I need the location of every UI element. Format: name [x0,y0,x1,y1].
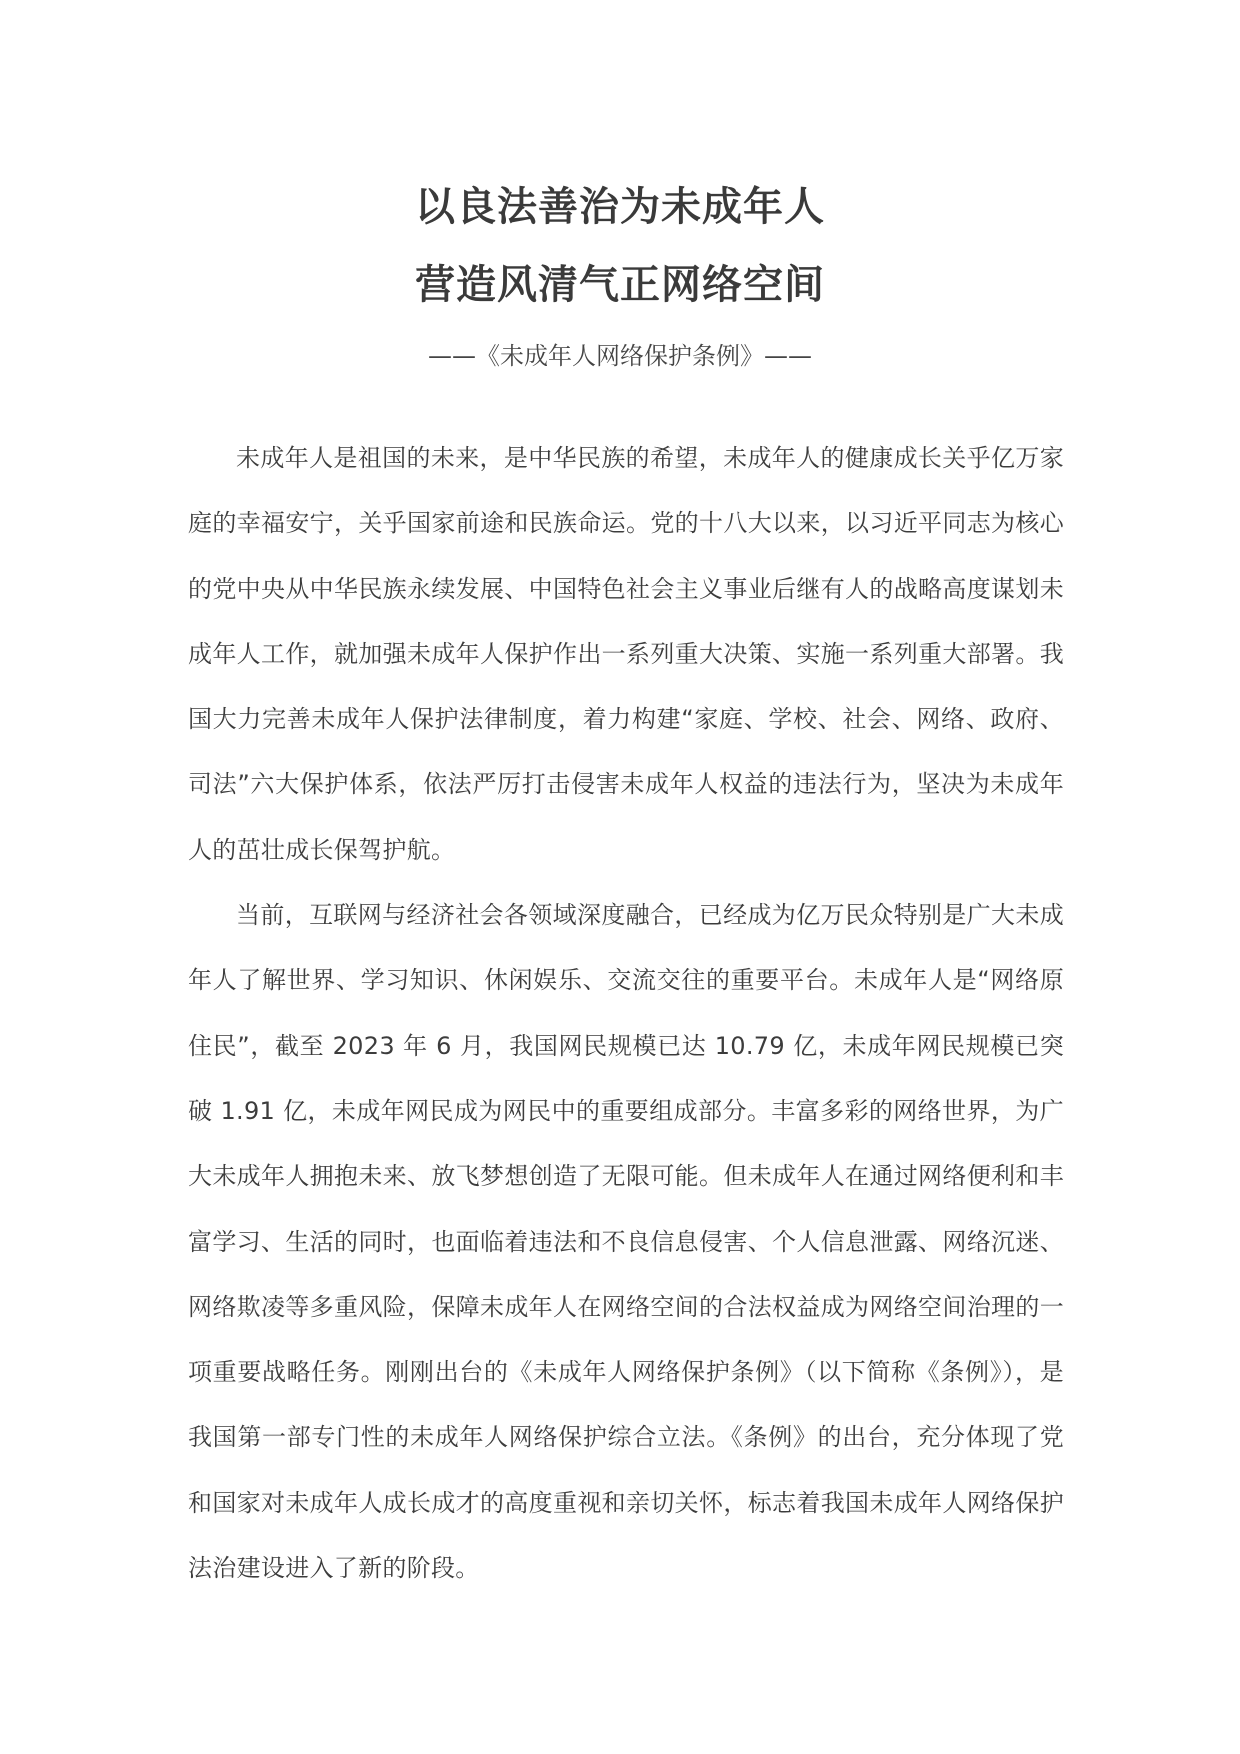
document-body [188,426,1064,1601]
document-title-line-2: 营造风清气正网络空间 [415,262,825,308]
paragraph-2: 当前，互联网与经济社会各领域深度融合，已经成为亿万民众特别是广大未成年人了解世界、学习知识、休闲娱乐、交流交往的重要平台。未成年人是“网络原住民”，截至 2023 年 6 月，我国网民规模已达 10.79 亿，未成年网民规模已突破 1.91 亿，未成年网民成为网民中的重要组成部分。丰富多彩的网络世界，为广大未成年人拥抱未来、放飞梦想创造了无限可能。但未成年人在通过网络便利和丰富学习、生活的同时，也面临着违法和不良信息侵害、个人信息泄露、网络沉迷、网络欺凌等多重风险，保障未成年人在网络空间的合法权益成为网络空间治理的一项重要战略任务。刚刚出台的《未成年人网络保护条例》（以下简称《条例》），是我国第一部专门性的未成年人网络保护综合立法。《条例》的出台，充分体现了党和国家对未成年人成长成才的高度重视和亲切关怀，标志着我国未成年人网络保护法治建设进入了新的阶段。 [188,901,1064,1583]
document-subtitle: ——《未成年人网络保护条例》—— [428,342,812,370]
paragraph-1: 未成年人是祖国的未来，是中华民族的希望，未成年人的健康成长关乎亿万家庭的幸福安宁，关乎国家前途和民族命运。党的十八大以来，以习近平同志为核心的党中央从中华民族永续发展、中国特色社会主义事业后继有人的战略高度谋划未成年人工作，就加强未成年人保护作出一系列重大决策、实施一系列重大部署。我国大力完善未成年人保护法律制度，着力构建“家庭、学校、社会、网络、政府、司法”六大保护体系，依法严厉打击侵害未成年人权益的违法行为，坚决为未成年人的茁壮成长保驾护航。 [188,444,1064,864]
document-title-line-1: 以良法善治为未成年人 [415,184,825,230]
title-block [0,168,1240,376]
